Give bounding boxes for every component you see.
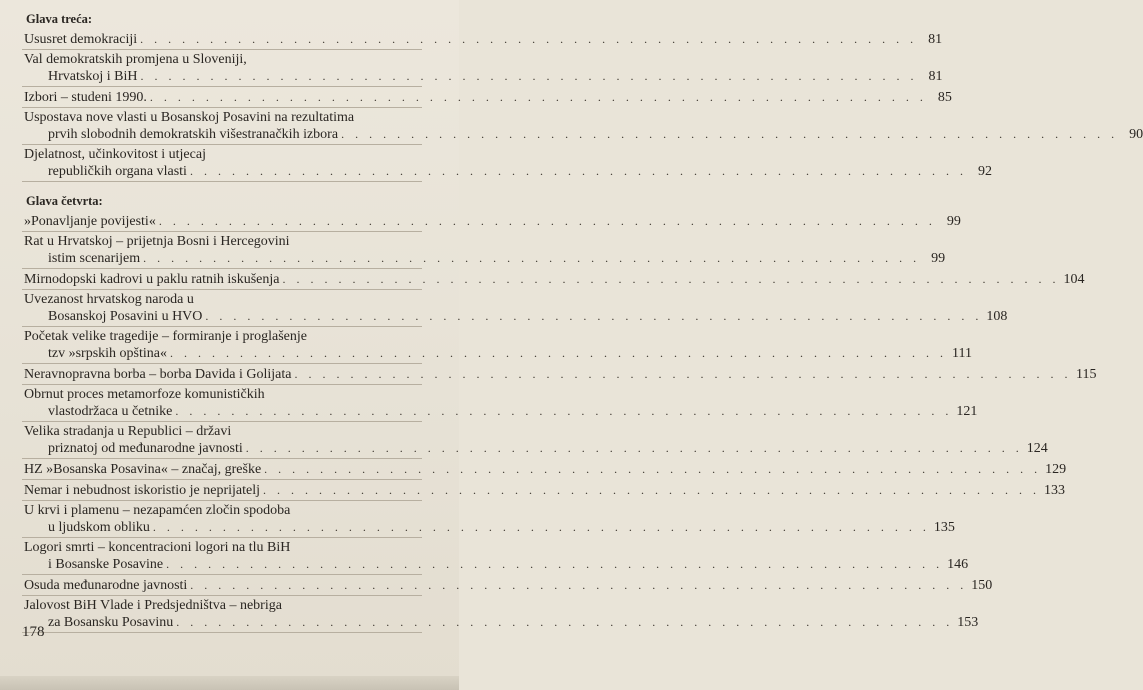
toc-page-number: 99 — [946, 214, 961, 229]
toc-entry-title: republičkih organa vlasti — [48, 164, 187, 179]
toc-entry-line — [22, 366, 1097, 383]
dot-leader: . . . . . . . . . . . . . . . . . . . . . . . . . . . . . . . . . . . . . . . . . . . . . . . . . . . . . . . . — [263, 483, 1041, 497]
toc-entry-title: Logori smrti – koncentracioni logori na tlu BiH — [24, 540, 291, 555]
toc-entry-title: Val demokratskih promjena u Sloveniji, — [24, 52, 247, 67]
dot-leader: . . . . . . . . . . . . . . . . . . . . . . . . . . . . . . . . . . . . . . . . . . . . . . . . . . . . . . . . — [170, 346, 947, 360]
toc-page-number: 108 — [986, 309, 1008, 324]
toc-entry-title: Početak velike tragedije – formiranje i proglašenje — [24, 329, 308, 344]
toc-entry — [22, 424, 1048, 459]
toc-entry-title: Hrvatskoj i BiH — [48, 69, 138, 84]
toc-entry-line — [22, 31, 943, 48]
toc-entry-title: »Ponavljanje povijesti« — [24, 214, 156, 229]
toc-entry-line — [22, 556, 969, 573]
toc-entry-title: U krvi i plamenu – nezapamćen zločin spodoba — [24, 503, 291, 518]
toc-entry-title: istim scenarijem — [48, 251, 141, 266]
toc-entry-line — [22, 308, 1008, 325]
dot-leader: . . . . . . . . . . . . . . . . . . . . . . . . . . . . . . . . . . . . . . . . . . . . . . . . . . . . . . . . — [189, 164, 967, 178]
toc-page-number: 115 — [1075, 367, 1097, 382]
toc-entry-title: Obrnut proces metamorfoze komunističkih — [24, 387, 265, 402]
toc-entry — [22, 577, 993, 596]
toc-entry-title: Ususret demokraciji — [24, 32, 138, 47]
toc-entry-title: za Bosansku Posavinu — [48, 615, 174, 630]
toc-entry-line — [22, 598, 422, 614]
toc-page-number: 85 — [937, 90, 952, 105]
toc-page-number: 111 — [952, 346, 972, 361]
table-of-contents — [22, 10, 1143, 635]
dot-leader: . . . . . . . . . . . . . . . . . . . . . . . . . . . . . . . . . . . . . . . . . . . . . . . . . . . . . . . . — [140, 69, 918, 83]
toc-entry — [22, 461, 1067, 480]
toc-entry-title: Jalovost BiH Vlade i Predsjedništva – nebriga — [24, 598, 282, 613]
toc-page-number: 81 — [928, 32, 943, 47]
toc-entry-title: Rat u Hrvatskoj – prijetnja Bosni i Hercegovini — [24, 234, 290, 249]
toc-entry-line — [22, 387, 422, 403]
toc-entry — [22, 482, 1066, 501]
toc-entry-line — [22, 89, 952, 106]
toc-entry-title: Uvezanost hrvatskog naroda u — [24, 292, 194, 307]
toc-page-number: 124 — [1026, 441, 1048, 456]
toc-entry-title: u ljudskom obliku — [48, 520, 150, 535]
dot-leader: . . . . . . . . . . . . . . . . . . . . . . . . . . . . . . . . . . . . . . . . . . . . . . . . . . . . . . . . — [175, 404, 953, 418]
dot-leader: . . . . . . . . . . . . . . . . . . . . . . . . . . . . . . . . . . . . . . . . . . . . . . . . . . . . . . . . — [205, 309, 983, 323]
toc-entry — [22, 31, 943, 50]
dot-leader: . . . . . . . . . . . . . . . . . . . . . . . . . . . . . . . . . . . . . . . . . . . . . . . . . . . . . . . . — [245, 441, 1023, 455]
toc-entry-title: priznatoj od međunarodne javnosti — [48, 441, 243, 456]
toc-entry — [22, 540, 969, 575]
toc-entry-line — [22, 126, 1143, 143]
toc-entry-title: Osuda međunarodne javnosti — [24, 578, 188, 593]
page-bottom-edge — [0, 676, 459, 690]
toc-page-number: 81 — [928, 69, 943, 84]
toc-entry-line — [22, 503, 422, 519]
toc-entry — [22, 110, 1143, 145]
toc-page-number: 99 — [931, 251, 946, 266]
toc-entry-title: Bosanskoj Posavini u HVO — [48, 309, 203, 324]
toc-entry — [22, 213, 961, 232]
dot-leader: . . . . . . . . . . . . . . . . . . . . . . . . . . . . . . . . . . . . . . . . . . . . . . . . . . . . . . . . — [190, 578, 968, 592]
toc-entry-line — [22, 482, 1066, 499]
toc-entry-line — [22, 250, 946, 267]
toc-entry-title: prvih slobodnih demokratskih višestranačkih izbora — [48, 127, 339, 142]
dot-leader: . . . . . . . . . . . . . . . . . . . . . . . . . . . . . . . . . . . . . . . . . . . . . . . . . . . . . . . . — [140, 32, 918, 46]
toc-entry-line — [22, 271, 1085, 288]
toc-page-number: 153 — [957, 615, 979, 630]
toc-entry-line — [22, 292, 422, 308]
toc-entry — [22, 292, 1008, 327]
dot-leader: . . . . . . . . . . . . . . . . . . . . . . . . . . . . . . . . . . . . . . . . . . . . . . . . . . . . . . . . — [264, 462, 1042, 476]
toc-entry — [22, 234, 946, 269]
toc-entry-line — [22, 329, 422, 345]
toc-entry — [22, 52, 943, 87]
toc-page-number: 104 — [1063, 272, 1085, 287]
toc-entry-line — [22, 424, 422, 440]
toc-entry — [22, 329, 972, 364]
toc-page-number: 90 — [1129, 127, 1143, 142]
page-number: 178 — [22, 624, 45, 640]
toc-entry-line — [22, 345, 972, 362]
chapter-heading: Glava treća: — [26, 12, 93, 26]
toc-page-number: 92 — [977, 164, 992, 179]
toc-entry-line — [22, 68, 943, 85]
toc-entry-line — [22, 213, 961, 230]
toc-entry-line — [22, 519, 955, 536]
toc-entry-line — [22, 147, 422, 163]
toc-entry-title: Nemar i nebudnost iskoristio je neprijatelj — [24, 483, 261, 498]
dot-leader: . . . . . . . . . . . . . . . . . . . . . . . . . . . . . . . . . . . . . . . . . . . . . . . . . . . . . . . . — [166, 557, 944, 571]
toc-entry — [22, 503, 955, 538]
dot-leader: . . . . . . . . . . . . . . . . . . . . . . . . . . . . . . . . . . . . . . . . . . . . . . . . . . . . . . . . — [143, 251, 921, 265]
toc-page-number: 146 — [947, 557, 969, 572]
toc-entry — [22, 387, 978, 422]
toc-entry — [22, 89, 952, 108]
toc-entry — [22, 271, 1085, 290]
toc-entry-line — [22, 110, 422, 126]
dot-leader: . . . . . . . . . . . . . . . . . . . . . . . . . . . . . . . . . . . . . . . . . . . . . . . . . . . . . . . . — [282, 272, 1060, 286]
toc-page-number: 150 — [971, 578, 993, 593]
toc-entry-title: HZ »Bosanska Posavina« – značaj, greške — [24, 462, 262, 477]
toc-entry-line — [22, 577, 993, 594]
toc-entry-title: Djelatnost, učinkovitost i utjecaj — [24, 147, 206, 162]
toc-entry-line — [22, 52, 422, 68]
toc-entry-line — [22, 614, 979, 631]
dot-leader: . . . . . . . . . . . . . . . . . . . . . . . . . . . . . . . . . . . . . . . . . . . . . . . . . . . . . . . . — [158, 214, 936, 228]
toc-entry-line — [22, 163, 992, 180]
toc-entry-title: tzv »srpskih opština« — [48, 346, 167, 361]
toc-entry-title: Uspostava nove vlasti u Bosanskoj Posavini na rezultatima — [24, 110, 355, 125]
toc-entry-title: Velika stradanja u Republici – državi — [24, 424, 232, 439]
toc-entry-title: i Bosanske Posavine — [48, 557, 164, 572]
toc-entry-line — [22, 540, 422, 556]
toc-entry-line — [22, 403, 978, 420]
toc-page-number: 135 — [933, 520, 955, 535]
toc-entry-line — [22, 440, 1048, 457]
toc-entry-title: Mirnodopski kadrovi u paklu ratnih iskušenja — [24, 272, 280, 287]
dot-leader: . . . . . . . . . . . . . . . . . . . . . . . . . . . . . . . . . . . . . . . . . . . . . . . . . . . . . . . . — [152, 520, 930, 534]
toc-page-number: 129 — [1045, 462, 1067, 477]
toc-entry-title: Neravnopravna borba – borba Davida i Golijata — [24, 367, 292, 382]
toc-page-number: 133 — [1044, 483, 1066, 498]
toc-entry — [22, 598, 979, 633]
chapter-heading: Glava četvrta: — [26, 194, 103, 208]
toc-entry-title: vlastodržaca u četnike — [48, 404, 173, 419]
toc-page-number: 121 — [956, 404, 978, 419]
dot-leader: . . . . . . . . . . . . . . . . . . . . . . . . . . . . . . . . . . . . . . . . . . . . . . . . . . . . . . . . — [294, 367, 1072, 381]
toc-entry — [22, 147, 992, 182]
dot-leader: . . . . . . . . . . . . . . . . . . . . . . . . . . . . . . . . . . . . . . . . . . . . . . . . . . . . . . . . — [176, 615, 954, 629]
toc-entry-line — [22, 234, 422, 250]
dot-leader: . . . . . . . . . . . . . . . . . . . . . . . . . . . . . . . . . . . . . . . . . . . . . . . . . . . . . . . . — [341, 127, 1119, 141]
toc-entry-line — [22, 461, 1067, 478]
toc-entry — [22, 366, 1097, 385]
toc-entry-title: Izbori – studeni 1990. — [24, 90, 147, 105]
dot-leader: . . . . . . . . . . . . . . . . . . . . . . . . . . . . . . . . . . . . . . . . . . . . . . . . . . . . . . . . — [149, 90, 927, 104]
